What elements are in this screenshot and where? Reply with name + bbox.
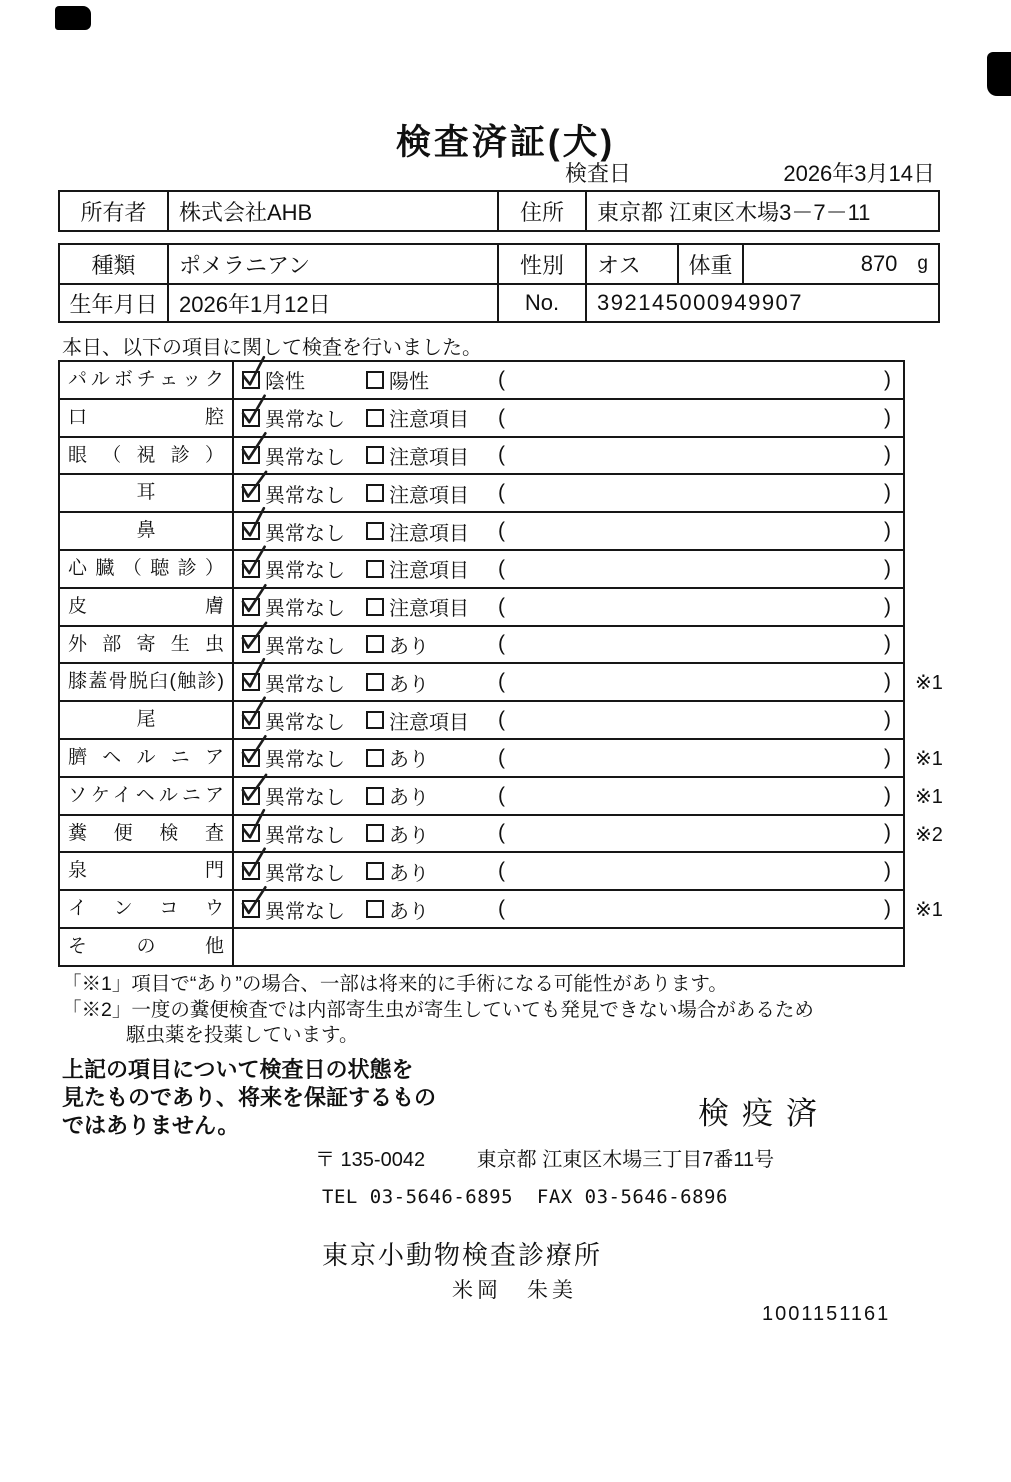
remarks-paren-close: ) (884, 708, 891, 732)
option-primary-label: 異常なし (265, 522, 345, 545)
remarks-paren-close: ) (884, 481, 891, 505)
inspection-result-cell (234, 400, 903, 436)
inspection-row (60, 662, 943, 700)
sex-value: オス (585, 245, 677, 283)
inspection-item-label: 泉門 (60, 853, 234, 889)
option-secondary-label: あり (389, 862, 429, 885)
remarks-paren-close: ) (884, 443, 891, 467)
result-option-primary (242, 857, 366, 886)
result-option-primary (242, 895, 366, 924)
remarks-paren-close: ) (884, 821, 891, 845)
inspection-row (60, 927, 903, 965)
result-option-secondary (366, 743, 498, 772)
inspection-item-label: パルボチェック (60, 362, 234, 398)
birthdate-value: 2026年1月12日 (167, 283, 497, 321)
remarks-paren-open: ( (498, 367, 505, 391)
disclaimer-line3: ではありません。 (62, 1113, 240, 1138)
checkbox-secondary (366, 787, 384, 805)
result-option-primary (242, 592, 366, 621)
checkbox-primary (242, 862, 260, 880)
result-option-secondary (366, 441, 498, 470)
result-option-secondary (366, 517, 498, 546)
address-label: 住所 (497, 192, 585, 230)
result-option-primary (242, 743, 366, 772)
option-primary-label: 異常なし (265, 900, 345, 923)
checkbox-secondary (366, 749, 384, 767)
footnote-marker: ※1 (915, 785, 943, 808)
result-option-secondary (366, 781, 498, 810)
inspection-result-cell (234, 589, 903, 625)
owner-value: 株式会社AHB (167, 192, 497, 230)
footnote-marker: ※1 (915, 672, 943, 695)
option-primary-label: 陰性 (265, 371, 305, 394)
checkbox-secondary (366, 711, 384, 729)
inspection-item-label: 心臓（聴診） (60, 551, 234, 587)
remarks-paren-open: ( (498, 708, 505, 732)
inspection-row (60, 851, 903, 889)
checkbox-primary (242, 749, 260, 767)
remarks-paren-open: ( (498, 783, 505, 807)
checkbox-secondary (366, 409, 384, 427)
option-secondary-label: 注意項目 (389, 484, 469, 507)
remarks-paren-open: ( (498, 897, 505, 921)
option-primary-label: 異常なし (265, 824, 345, 847)
remarks-paren-open: ( (498, 443, 505, 467)
inspection-row (60, 549, 903, 587)
clinic-address-line (315, 1143, 774, 1172)
remarks-paren-close: ) (884, 670, 891, 694)
result-option-primary (242, 819, 366, 848)
option-secondary-label: 注意項目 (389, 598, 469, 621)
page-title: 検査済証(犬) (395, 123, 616, 163)
option-primary-label: 異常なし (265, 862, 345, 885)
address-value: 東京都 江東区木場3－7－11 (585, 192, 938, 230)
inspection-item-label: その他 (60, 929, 234, 965)
remarks-paren-open: ( (498, 670, 505, 694)
footnote-1: 「※1」項目で“あり”の場合、一部は将来的に手術になる可能性があります。 (62, 973, 728, 995)
result-option-primary (242, 479, 366, 508)
inspection-result-cell (234, 513, 903, 549)
inspection-result-cell (234, 362, 903, 398)
option-secondary-label: あり (389, 900, 429, 923)
option-secondary-label: 陽性 (389, 371, 429, 394)
remarks-paren-close: ) (884, 405, 891, 429)
result-option-primary (242, 630, 366, 659)
inspection-result-cell (234, 627, 903, 663)
remarks-paren-open: ( (498, 481, 505, 505)
inspection-row (60, 625, 903, 663)
remarks-paren-close: ) (884, 594, 891, 618)
footnote-2 (62, 998, 814, 1048)
remarks-paren-open: ( (498, 745, 505, 769)
inspection-item-label: 尾 (60, 702, 234, 738)
result-option-primary (242, 554, 366, 583)
option-primary-label: 異常なし (265, 749, 345, 772)
remarks-paren-close: ) (884, 859, 891, 883)
footnote-2-line1: 「※2」一度の糞便検査では内部寄生虫が寄生していても発見できない場合があるため (62, 999, 814, 1021)
remarks-paren-open: ( (498, 405, 505, 429)
inspection-row (60, 889, 943, 927)
breed-label: 種類 (91, 252, 136, 278)
checkbox-secondary (366, 484, 384, 502)
result-option-secondary (366, 403, 498, 432)
option-primary-label: 異常なし (265, 409, 345, 432)
scan-artifact-right-edge (987, 52, 1011, 96)
option-secondary-label: 注意項目 (389, 446, 469, 469)
result-option-primary (242, 365, 366, 394)
checkbox-primary (242, 522, 260, 540)
result-option-secondary (366, 857, 498, 886)
inspection-row (60, 700, 903, 738)
inspection-row (60, 776, 943, 814)
result-option-primary (242, 706, 366, 735)
inspection-result-cell (234, 551, 903, 587)
inspection-item-label: 耳 (60, 475, 234, 511)
inspection-row (60, 738, 943, 776)
remarks-paren-open: ( (498, 632, 505, 656)
weight-value-cell (742, 245, 938, 283)
checkbox-primary (242, 560, 260, 578)
option-primary-label: 異常なし (265, 673, 345, 696)
inspection-item-label: 皮膚 (60, 589, 234, 625)
inspection-result-cell (234, 929, 903, 965)
checkbox-primary (242, 824, 260, 842)
clinic-street-address: 東京都 江東区木場三丁目7番11号 (476, 1149, 775, 1171)
inspection-date-line (565, 157, 935, 188)
clinic-name: 東京小動物検査診療所 (322, 1240, 603, 1270)
remarks-paren-open: ( (498, 556, 505, 580)
checkbox-secondary (366, 824, 384, 842)
inspection-row (60, 436, 903, 474)
remarks-paren-close: ) (884, 897, 891, 921)
footnote-marker: ※2 (915, 823, 943, 846)
checkbox-primary (242, 484, 260, 502)
pet-table (58, 243, 940, 323)
inspection-item-label: 膝蓋骨脱臼(触診) (60, 664, 234, 700)
option-secondary-label: 注意項目 (389, 522, 469, 545)
option-primary-label: 異常なし (265, 560, 345, 583)
inspection-date-value: 2026年3月14日 (783, 161, 935, 186)
id-number-value: 392145000949907 (585, 283, 938, 321)
inspection-item-label: ソケイヘルニア (60, 778, 234, 814)
remarks-paren-close: ) (884, 556, 891, 580)
checkbox-primary (242, 787, 260, 805)
result-option-primary (242, 668, 366, 697)
option-primary-label: 異常なし (265, 711, 345, 734)
remarks-paren-close: ) (884, 745, 891, 769)
option-primary-label: 異常なし (265, 446, 345, 469)
remarks-paren-open: ( (498, 594, 505, 618)
remarks-paren-close: ) (884, 783, 891, 807)
inspection-result-cell (234, 778, 903, 814)
inspection-table (58, 360, 943, 967)
result-option-secondary (366, 819, 498, 848)
sex-label: 性別 (497, 245, 585, 283)
result-option-primary (242, 403, 366, 432)
checkbox-secondary (366, 635, 384, 653)
checkbox-primary (242, 711, 260, 729)
owner-label: 所有者 (80, 199, 147, 225)
id-number-label: No. (497, 283, 585, 321)
checkbox-primary (242, 409, 260, 427)
checkbox-primary (242, 371, 260, 389)
inspection-item-label: 眼（視診） (60, 438, 234, 474)
inspection-result-cell (234, 740, 903, 776)
checkbox-primary (242, 446, 260, 464)
remarks-paren-close: ) (884, 367, 891, 391)
document-number: 1001151161 (762, 1303, 891, 1325)
result-option-secondary (366, 668, 498, 697)
inspection-item-label: 外部寄生虫 (60, 627, 234, 663)
inspection-result-cell (234, 891, 903, 927)
inspection-result-cell (234, 438, 903, 474)
option-primary-label: 異常なし (265, 598, 345, 621)
result-option-secondary (366, 479, 498, 508)
remarks-paren-open: ( (498, 859, 505, 883)
inspection-result-cell (234, 853, 903, 889)
result-option-secondary (366, 592, 498, 621)
inspection-row (60, 814, 943, 852)
inspection-item-label: 口腔 (60, 400, 234, 436)
inspection-date-label: 検査日 (565, 161, 632, 186)
result-option-secondary (366, 554, 498, 583)
footnote-2-line2: 駆虫薬を投薬しています。 (126, 1024, 359, 1046)
remarks-paren-open: ( (498, 821, 505, 845)
checkbox-secondary (366, 598, 384, 616)
checkbox-secondary (366, 446, 384, 464)
weight-label: 体重 (677, 245, 742, 283)
tel-fax-line: TEL 03-5646-6895 FAX 03-5646-6896 (322, 1186, 728, 1208)
postal-code: 〒 135-0042 (315, 1149, 426, 1171)
checkbox-primary (242, 635, 260, 653)
checkbox-primary (242, 598, 260, 616)
checkbox-secondary (366, 862, 384, 880)
inspection-item-label: インコウ (60, 891, 234, 927)
option-secondary-label: あり (389, 824, 429, 847)
inspection-item-label: 臍ヘルニア (60, 740, 234, 776)
disclaimer-line2: 見たものであり、将来を保証するもの (62, 1085, 437, 1110)
remarks-paren-close: ) (884, 519, 891, 543)
checkbox-secondary (366, 673, 384, 691)
weight-value: 870 (860, 251, 898, 276)
option-secondary-label: 注意項目 (389, 560, 469, 583)
inspection-result-cell (234, 816, 903, 852)
checkbox-primary (242, 673, 260, 691)
checkbox-primary (242, 900, 260, 918)
option-primary-label: 異常なし (265, 787, 345, 810)
option-secondary-label: あり (389, 787, 429, 810)
inspection-row (60, 511, 903, 549)
footnote-marker: ※1 (915, 747, 943, 770)
option-primary-label: 異常なし (265, 635, 345, 658)
inspection-row (60, 362, 903, 398)
quarantine-passed-stamp: 検疫済 (698, 1096, 830, 1131)
result-option-secondary (366, 706, 498, 735)
scan-artifact-top-left (55, 6, 91, 30)
option-secondary-label: あり (389, 749, 429, 772)
option-secondary-label: あり (389, 635, 429, 658)
checkbox-secondary (366, 522, 384, 540)
inspection-row (60, 398, 903, 436)
result-option-secondary (366, 630, 498, 659)
option-secondary-label: 注意項目 (389, 711, 469, 734)
owner-table (58, 190, 940, 232)
weight-unit: g (917, 253, 928, 274)
inspection-result-cell (234, 664, 903, 700)
footnote-marker: ※1 (915, 899, 943, 922)
disclaimer-text (62, 1056, 436, 1140)
result-option-secondary (366, 895, 498, 924)
result-option-primary (242, 781, 366, 810)
intro-statement: 本日、以下の項目に関して検査を行いました。 (62, 337, 482, 359)
inspection-row (60, 473, 903, 511)
checkbox-secondary (366, 560, 384, 578)
option-secondary-label: あり (389, 673, 429, 696)
result-option-secondary (366, 365, 498, 394)
result-option-primary (242, 517, 366, 546)
breed-value: ポメラニアン (167, 245, 497, 283)
checkbox-secondary (366, 371, 384, 389)
inspection-result-cell (234, 702, 903, 738)
result-option-primary (242, 441, 366, 470)
checkbox-secondary (366, 900, 384, 918)
inspection-row (60, 587, 903, 625)
veterinarian-name: 米岡 朱美 (452, 1279, 577, 1302)
disclaimer-line1: 上記の項目について検査日の状態を (62, 1057, 414, 1082)
remarks-paren-close: ) (884, 632, 891, 656)
inspection-item-label: 糞便検査 (60, 816, 234, 852)
birthdate-label: 生年月日 (60, 283, 167, 321)
remarks-paren-open: ( (498, 519, 505, 543)
option-secondary-label: 注意項目 (389, 409, 469, 432)
inspection-item-label: 鼻 (60, 513, 234, 549)
option-primary-label: 異常なし (265, 484, 345, 507)
inspection-result-cell (234, 475, 903, 511)
